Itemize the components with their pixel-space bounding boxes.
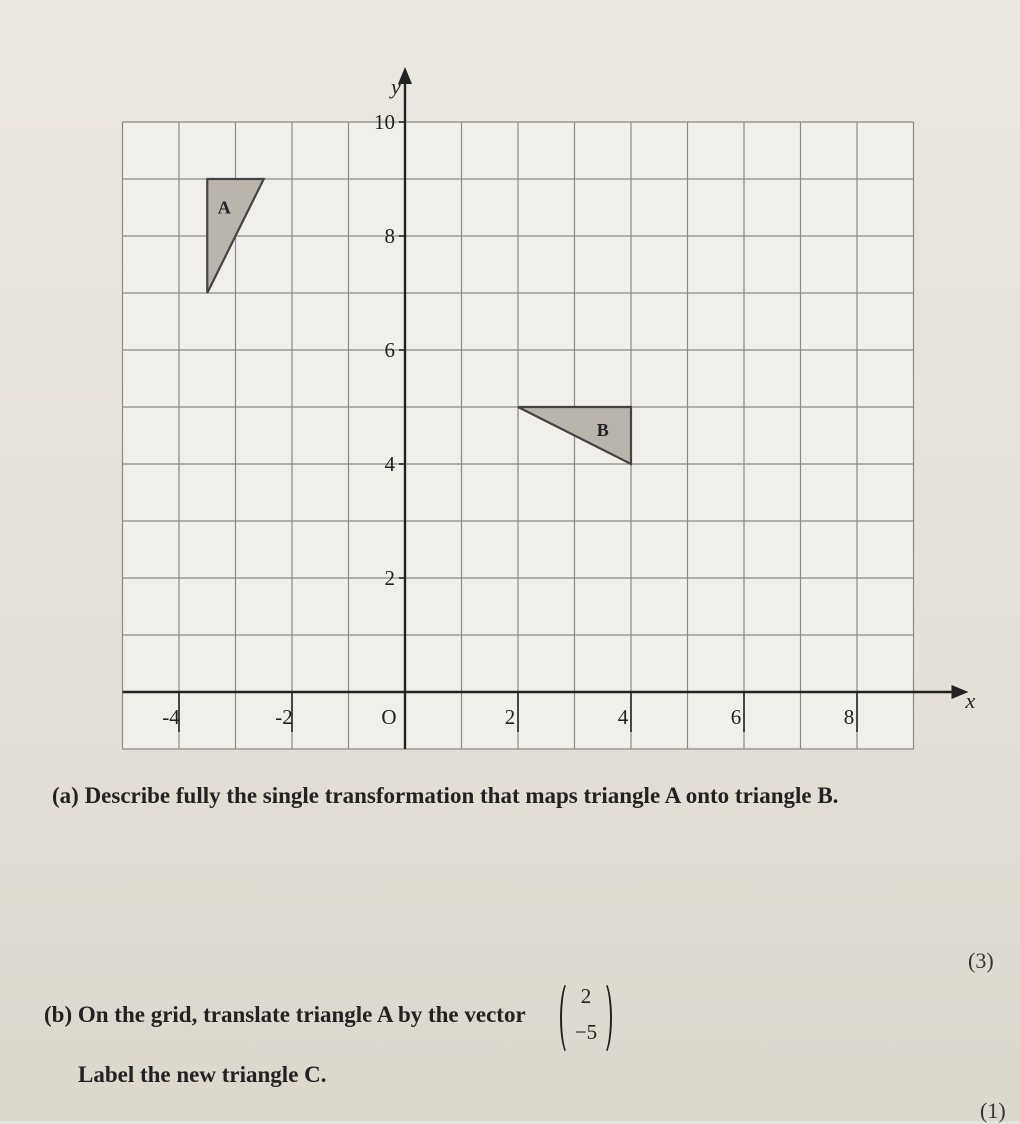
question-b-line2-bold: C. (304, 1062, 327, 1087)
triangle-label-A: A (217, 197, 231, 218)
y-tick-label: 4 (384, 452, 395, 476)
y-tick-label: 6 (384, 338, 395, 362)
question-b-text: (b) On the grid, translate triangle (44, 1002, 373, 1027)
translation-vector (560, 980, 612, 1054)
question-b (44, 1002, 526, 1028)
y-tick-label: 10 (374, 110, 395, 134)
question-b-line2-text: Label the new triangle (78, 1062, 299, 1087)
question-b-tail: by the vector (397, 1002, 526, 1027)
question-a-bold-a: A (664, 783, 680, 808)
question-b-line2 (78, 1062, 327, 1088)
triangle-label-B: B (596, 419, 609, 440)
question-b-marks: (1) (980, 1098, 1006, 1123)
y-tick-label: 8 (384, 224, 395, 248)
x-tick-label: 8 (843, 705, 855, 729)
x-tick-label: -4 (162, 705, 180, 729)
y-axis-label: y (391, 74, 401, 99)
x-tick-label: 6 (730, 705, 742, 729)
question-a (52, 783, 838, 809)
vector-top: 2 (580, 984, 592, 1008)
y-tick-label: 2 (384, 566, 395, 590)
x-axis-label: x (965, 688, 976, 713)
question-a-bold-b: B. (817, 783, 839, 808)
x-tick-label: O (381, 705, 397, 729)
question-b-bold-a: A (376, 1002, 393, 1027)
x-tick-label: 4 (617, 705, 629, 729)
x-tick-label: 2 (504, 705, 516, 729)
vector-bottom: −5 (574, 1020, 598, 1044)
question-a-mid: onto triangle (685, 783, 812, 808)
question-a-text: (a) Describe fully the single transformation that maps triangle (52, 783, 661, 808)
x-tick-label: -2 (275, 705, 293, 729)
question-a-marks: (3) (968, 948, 994, 973)
